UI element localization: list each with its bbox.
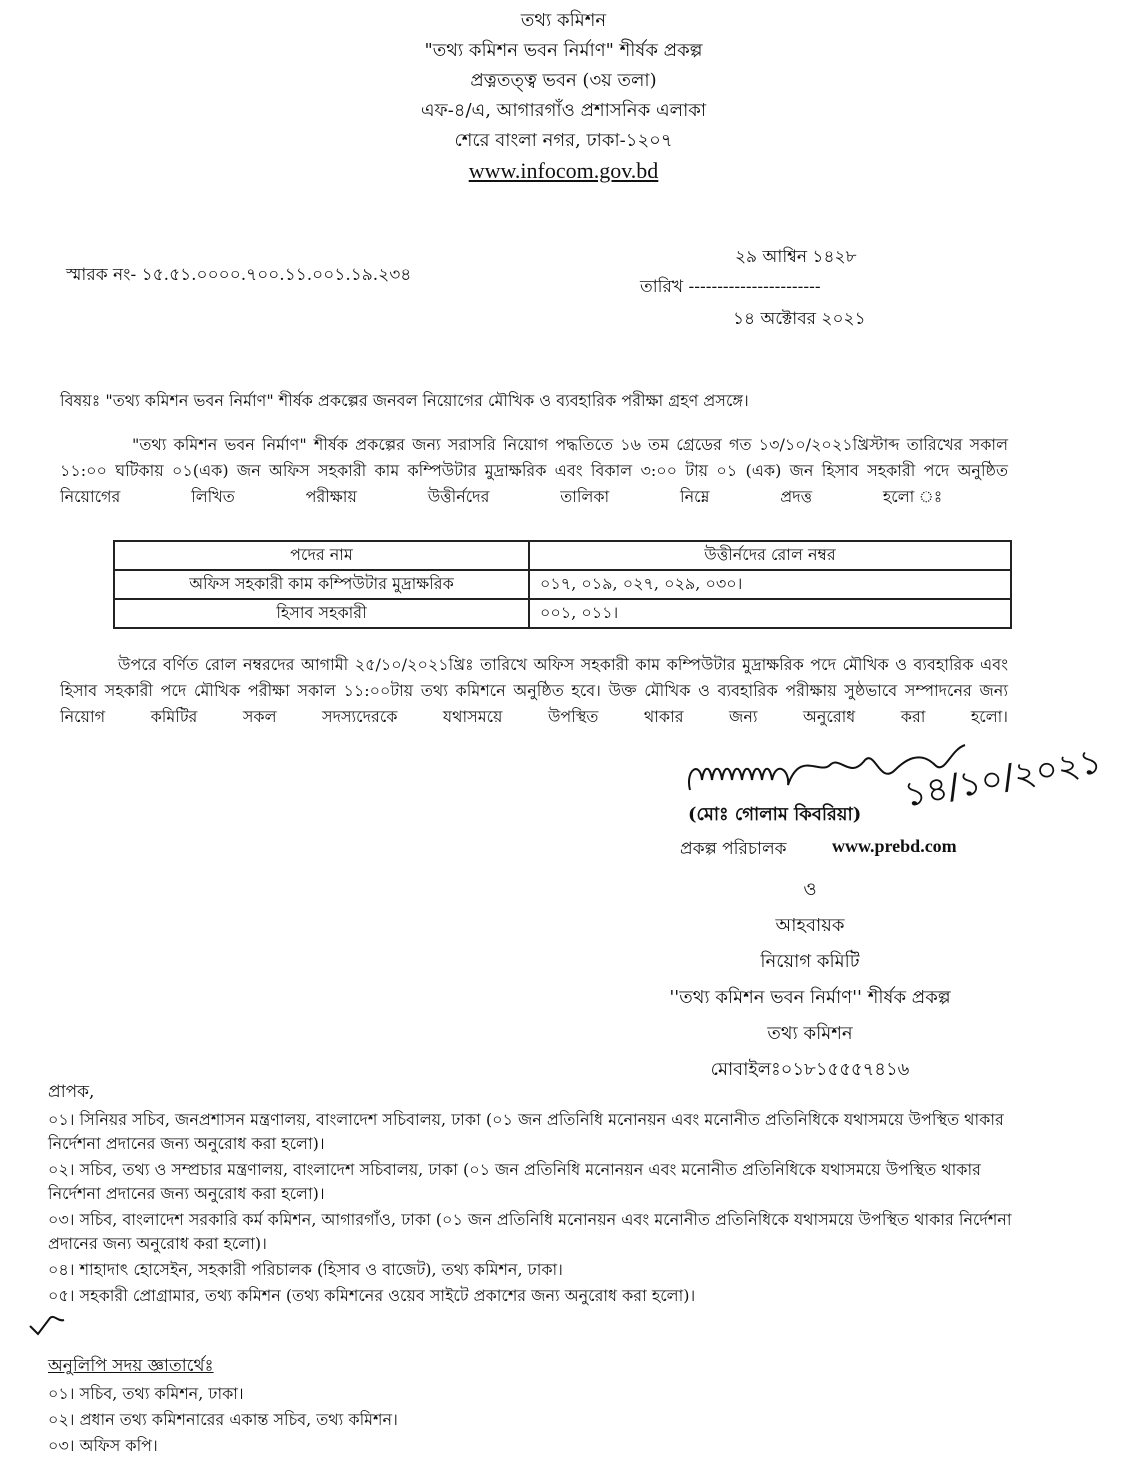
list-item: ০২। প্রধান তথ্য কমিশনারের একান্ত সচিব, তথ্য কমিশন। — [48, 1410, 398, 1429]
list-item: ০৪। শাহাদাৎ হোসেইন, সহকারী পরিচালক (হিসাব ও বাজেট), তথ্য কমিশন, ঢাকা। — [48, 1260, 563, 1279]
building-name: প্রত্নতত্ত্ব ভবন (৩য় তলা) — [470, 70, 657, 91]
table-row — [114, 570, 1011, 599]
address-line-2: শেরে বাংলা নগর, ঢাকা-১২০৭ — [454, 130, 673, 151]
list-item: ০৩। সচিব, বাংলাদেশ সরকারি কর্ম কমিশন, আগারগাঁও, ঢাকা (০১ জন প্রতিনিধি মনোনয়ন এবং মনোনীত প্রতিনিধিকে যথাসময়ে উপস্থিত থাকার নির্দেশনা প্রদানের জন্য অনুরোধ করা হলো)। — [48, 1210, 1012, 1253]
handwritten-date: ১৪/১০/২০২১ — [901, 741, 1105, 816]
results-table — [113, 540, 1012, 629]
copies-title: অনুলিপি সদয় জ্ঞাতার্থেঃ — [48, 1356, 214, 1376]
convener-project: ''তথ্য কমিশন ভবন নির্মাণ'' শীর্ষক প্রকল্প — [669, 987, 951, 1008]
list-item: ০৫। সহকারী প্রোগ্রামার, তথ্য কমিশন (তথ্য কমিশনের ওয়েব সাইটে প্রকাশের জন্য অনুরোধ করা হলো)। — [48, 1286, 696, 1305]
letterhead — [0, 6, 1127, 186]
body-paragraph-2: উপরে বর্ণিত রোল নম্বরদের আগামী ২৫/১০/২০২১খ্রিঃ তারিখে অফিস সহকারী কাম কম্পিউটার মুদ্রাক্ষরিক পদে মৌখিক ও ব্যবহারিক এবং হিসাব সহকারী পদে মৌখিক পরীক্ষা সকাল ১১:০০টায় তথ্য কমিশনে অনুষ্ঠিত হবে। উক্ত মৌখিক ও ব্যবহারিক পরীক্ষায় সুষ্ঠভাবে সম্পাদনের জন্য নিয়োগ কমিটির সকল সদস্যদেরকে যথাসময়ে উপস্থিত থাকার জন্য অনুরোধ করা হলো। — [60, 655, 1008, 726]
committee-name: নিয়োগ কমিটি — [760, 951, 860, 972]
tick-mark-icon — [28, 1312, 68, 1338]
list-item: ০১। সিনিয়র সচিব, জনপ্রশাসন মন্ত্রণালয়, বাংলাদেশ সচিবালয়, ঢাকা (০১ জন প্রতিনিধি মনোনয়ন এবং মনোনীত প্রতিনিধিকে যথাসময়ে উপস্থিত থাকার নির্দেশনা প্রদানের জন্য অনুরোধ করা হলো)। — [48, 1110, 1004, 1153]
date-label: তারিখ ----------------------- — [640, 277, 821, 297]
org-name: তথ্য কমিশন — [520, 10, 607, 31]
signatory-name: (মোঃ গোলাম কিবরিয়া) — [688, 804, 862, 825]
body-paragraph-1: "তথ্য কমিশন ভবন নির্মাণ" শীর্ষক প্রকল্পের জন্য সরাসরি নিয়োগ পদ্ধতিতে ১৬ তম গ্রেডের গত ১৩/১০/২০২১খ্রিস্টাব্দ তারিখের সকাল ১১:০০ ঘটিকায় ০১(এক) জন অফিস সহকারী কাম কম্পিউটার মুদ্রাক্ষরিক এবং বিকাল ৩:০০ টায় ০১ (এক) জন হিসাব সহকারী পদে অনুষ্ঠিত নিয়োগের লিখিত পরীক্ষায় উত্তীর্নদের তালিকা নিম্নে প্রদত্ত হলো ঃ — [60, 435, 1008, 506]
list-item: ০১। সচিব, তথ্য কমিশন, ঢাকা। — [48, 1384, 244, 1403]
date-bangla: ২৯ আশ্বিন ১৪২৮ — [735, 247, 857, 267]
convener-org: তথ্য কমিশন — [767, 1023, 853, 1044]
table-row — [114, 599, 1011, 628]
table-header-roll: উত্তীর্নদের রোল নম্বর — [529, 541, 1011, 570]
watermark-text: www.prebd.com — [832, 836, 957, 856]
table-header-row — [114, 541, 1011, 570]
project-title: "তথ্য কমিশন ভবন নির্মাণ" শীর্ষক প্রকল্প — [424, 40, 703, 61]
table-cell-roll: ০১৭, ০১৯, ০২৭, ০২৯, ০৩০। — [529, 570, 1011, 599]
signatory-designation: প্রকল্প পরিচালক — [680, 839, 787, 859]
convener-mobile: মোবাইলঃ০১৮১৫৫৫৭৪১৬ — [710, 1059, 910, 1080]
list-item: ০২। সচিব, তথ্য ও সম্প্রচার মন্ত্রণালয়, বাংলাদেশ সচিবালয়, ঢাকা (০১ জন প্রতিনিধি মনোনয়ন এবং মনোনীত প্রতিনিধিকে যথাসময়ে উপস্থিত থাকার নির্দেশনা প্রদানের জন্য অনুরোধ করা হলো)। — [48, 1160, 981, 1203]
table-header-post: পদের নাম — [114, 541, 529, 570]
date-english: ১৪ অক্টোবর ২০২১ — [733, 309, 866, 329]
table-cell-post: অফিস সহকারী কাম কম্পিউটার মুদ্রাক্ষরিক — [114, 570, 529, 599]
recipients-title: প্রাপক, — [48, 1082, 95, 1102]
memo-number: স্মারক নং- ১৫.৫১.০০০০.৭০০.১১.০০১.১৯.২৩৪ — [66, 265, 412, 285]
list-item: ০৩। অফিস কপি। — [48, 1436, 158, 1455]
convener-block — [600, 872, 1020, 1088]
address-line-1: এফ-৪/এ, আগারগাঁও প্রশাসনিক এলাকা — [420, 100, 707, 121]
conjunction: ও — [803, 879, 817, 900]
website-link[interactable]: www.infocom.gov.bd — [468, 158, 659, 183]
copies-section — [48, 1354, 1038, 1460]
convener-role: আহবায়ক — [775, 915, 845, 936]
table-cell-roll: ০০১, ০১১। — [529, 599, 1011, 628]
subject-line: বিষয়ঃ "তথ্য কমিশন ভবন নির্মাণ" শীর্ষক প্রকল্পের জনবল নিয়োগের মৌখিক ও ব্যবহারিক পরীক্ষা গ্রহণ প্রসঙ্গে। — [60, 391, 749, 410]
table-cell-post: হিসাব সহকারী — [114, 599, 529, 628]
recipients-section — [48, 1080, 1038, 1310]
